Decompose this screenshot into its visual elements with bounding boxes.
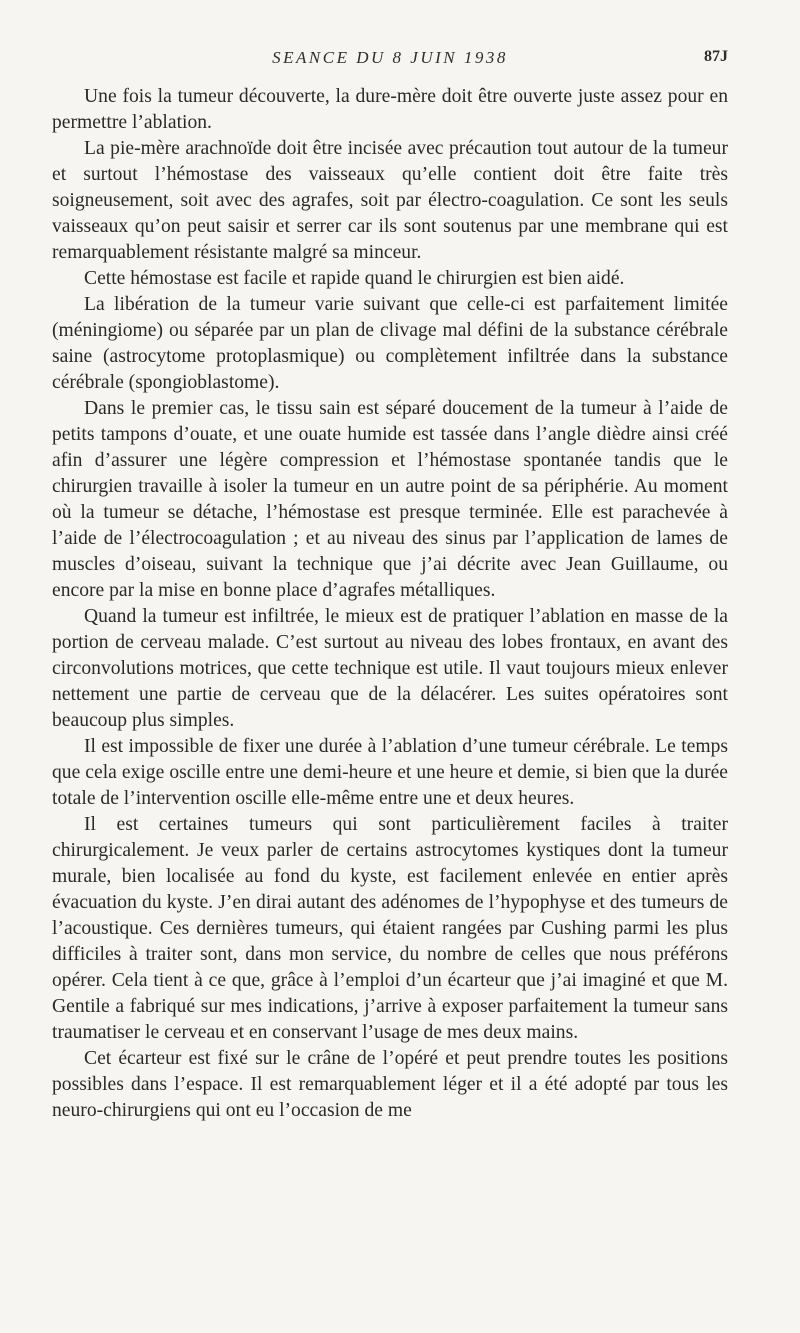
paragraph: La pie-mère arachnoïde doit être incisée avec précaution tout autour de la tumeur et surtout l’hémostase des vaisseaux qu’elle contient doit être faite très soigneusement, soit avec des agrafes, soit par électro-coagulation. Ce sont les seuls vaisseaux qu’on peut saisir et serrer car ils sont soutenus par une membrane qui est remarquablement résistante malgré sa minceur. <box>52 138 728 263</box>
page-header <box>52 42 728 78</box>
paragraph: Cette hémostase est facile et rapide quand le chirurgien est bien aidé. <box>84 268 625 289</box>
paragraph: Il est impossible de fixer une durée à l’ablation d’une tumeur cérébrale. Le temps que cela exige oscille entre une demi-heure et une heure et demie, si bien que la durée totale de l’intervention oscille elle-même entre une et deux heures. <box>52 736 728 809</box>
paragraph: Quand la tumeur est infiltrée, le mieux est de pratiquer l’ablation en masse de la portion de cerveau malade. C’est surtout au niveau des lobes frontaux, en avant des circonvolutions motrices, que cette technique est utile. Il vaut toujours mieux enlever nettement une partie de cerveau que de la délacérer. Les suites opératoires sont beaucoup plus simples. <box>52 606 728 731</box>
paragraph: Il est certaines tumeurs qui sont particulièrement faciles à traiter chirurgicalement. Je veux parler de certains astrocytomes kystiques dont la tumeur murale, bien localisée au fond du kyste, est facilement enlevée en entier après évacuation du kyste. J’en dirai autant des adénomes de l’hypophyse et des tumeurs de l’acoustique. Ces dernières tumeurs, qui étaient rangées par Cushing parmi les plus difficiles à traiter sont, dans mon service, du nombre de celles que nous préférons opérer. Cela tient à ce que, grâce à l’emploi d’un écarteur que j’ai imaginé et que M. Gentile a fabriqué sur mes indications, j’arrive à exposer parfaitement la tumeur sans traumatiser le cerveau et en conservant l’usage de mes deux mains. <box>52 814 728 1043</box>
running-head: SEANCE DU 8 JUIN 1938 <box>272 48 508 67</box>
body-text <box>52 84 728 1124</box>
document-page <box>52 42 728 1124</box>
paragraph: Une fois la tumeur découverte, la dure-mère doit être ouverte juste assez pour en permettre l’ablation. <box>52 86 728 133</box>
paragraph: Dans le premier cas, le tissu sain est séparé doucement de la tumeur à l’aide de petits tampons d’ouate, et une ouate humide est tassée dans l’angle dièdre ainsi créé afin d’assurer une légère compression et l’hémostase spontanée tandis que le chirurgien travaille à isoler la tumeur en un autre point de sa périphérie. Au moment où la tumeur se détache, l’hémostase est presque terminée. Elle est parachevée à l’aide de l’électrocoagulation ; et au niveau des sinus par l’application de lames de muscles d’oiseau, suivant la technique que j’ai décrite avec Jean Guillaume, ou encore par la mise en bonne place d’agrafes métalliques. <box>52 398 728 601</box>
paragraph: Cet écarteur est fixé sur le crâne de l’opéré et peut prendre toutes les positions possibles dans l’espace. Il est remarquablement léger et il a été adopté par tous les neuro-chirurgiens qui ont eu l’occasion de me <box>52 1048 728 1121</box>
page-number: 87J <box>704 48 728 65</box>
paragraph: La libération de la tumeur varie suivant que celle-ci est parfaitement limitée (méningiome) ou séparée par un plan de clivage mal défini de la substance cérébrale saine (astrocytome protoplasmique) ou complètement infiltrée dans la substance cérébrale (spongioblastome). <box>52 294 728 393</box>
